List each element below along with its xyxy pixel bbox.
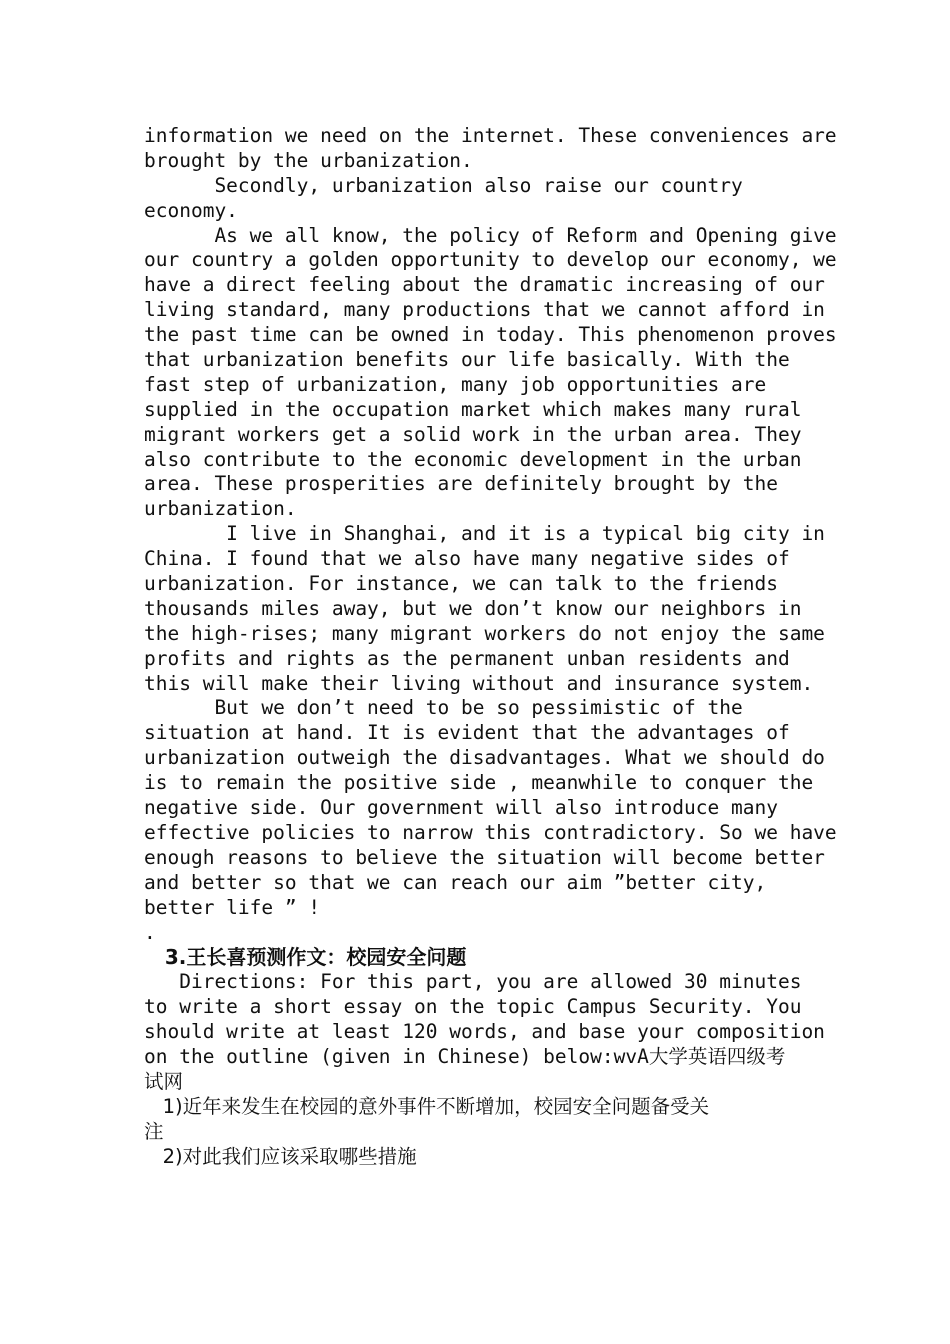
- text-line: and better so that we can reach our aim ”better city,: [144, 870, 767, 894]
- text-line: also contribute to the economic development in the urban: [144, 447, 802, 471]
- text-line: urbanization outweigh the disadvantages. What we should do: [144, 746, 825, 770]
- section-heading: [144, 945, 814, 970]
- text-line: area. These prosperities are definitely brought by the: [144, 472, 778, 496]
- text-line: economy.: [144, 198, 238, 222]
- text-line: the past time can be owned in today. This phenomenon proves: [144, 323, 837, 347]
- directions-line: should write at least 120 words, and base your composition: [144, 1020, 825, 1044]
- directions-line: 试网: [144, 1069, 184, 1093]
- directions-line: to write a short essay on the topic Campus Security. You: [144, 995, 802, 1019]
- text-line: But we don’t need to be so pessimistic of the: [144, 696, 743, 720]
- separator-dot: .: [144, 920, 156, 944]
- text-line: have a direct feeling about the dramatic increasing of our: [144, 273, 825, 297]
- text-line: brought by the urbanization.: [144, 148, 473, 172]
- outline-item: 注: [144, 1119, 164, 1143]
- text-line: urbanization. For instance, we can talk to the friends: [144, 572, 778, 596]
- directions-line: Directions: For this part, you are allowed 30 minutes: [144, 970, 802, 994]
- text-line: profits and rights as the permanent unban residents and: [144, 646, 790, 670]
- text-line: is to remain the positive side , meanwhile to conquer the: [144, 771, 814, 795]
- section-heading-text: 3.王长喜预测作文：校园安全问题: [164, 945, 467, 970]
- text-line: supplied in the occupation market which makes many rural: [144, 397, 802, 421]
- outline-item: 1)近年来发生在校园的意外事件不断增加，校园安全问题备受关: [144, 1094, 710, 1118]
- text-line: Secondly, urbanization also raise our country: [144, 173, 743, 197]
- text-line: our country a golden opportunity to develop our economy, we: [144, 248, 837, 272]
- text-line: better life ” !: [144, 895, 321, 919]
- text-line: information we need on the internet. These conveniences are: [144, 124, 837, 147]
- text-line: this will make their living without and insurance system.: [144, 671, 814, 695]
- text-line: thousands miles away, but we don’t know our neighbors in: [144, 596, 802, 620]
- text-line: migrant workers get a solid work in the urban area. They: [144, 422, 802, 446]
- text-line: I live in Shanghai, and it is a typical big city in: [144, 522, 825, 546]
- directions-line: on the outline (given in Chinese) below:wvA大学英语四级考: [144, 1044, 786, 1068]
- text-line: urbanization.: [144, 497, 297, 521]
- essay-urbanization: [144, 124, 837, 921]
- document-body: [144, 124, 837, 1169]
- text-line: fast step of urbanization, many job opportunities are: [144, 372, 767, 396]
- text-line: effective policies to narrow this contradictory. So we have: [144, 820, 837, 844]
- outline-item: 2)对此我们应该采取哪些措施: [144, 1144, 417, 1168]
- text-line: China. I found that we also have many negative sides of: [144, 547, 790, 571]
- text-line: situation at hand. It is evident that the advantages of: [144, 721, 790, 745]
- text-line: enough reasons to believe the situation will become better: [144, 845, 825, 869]
- section-campus-security: [144, 945, 825, 1169]
- text-line: negative side. Our government will also introduce many: [144, 796, 778, 820]
- text-line: As we all know, the policy of Reform and Opening give: [144, 223, 837, 247]
- text-line: the high-rises; many migrant workers do not enjoy the same: [144, 621, 825, 645]
- text-line: that urbanization benefits our life basically. With the: [144, 348, 790, 372]
- text-line: living standard, many productions that we cannot afford in: [144, 298, 825, 322]
